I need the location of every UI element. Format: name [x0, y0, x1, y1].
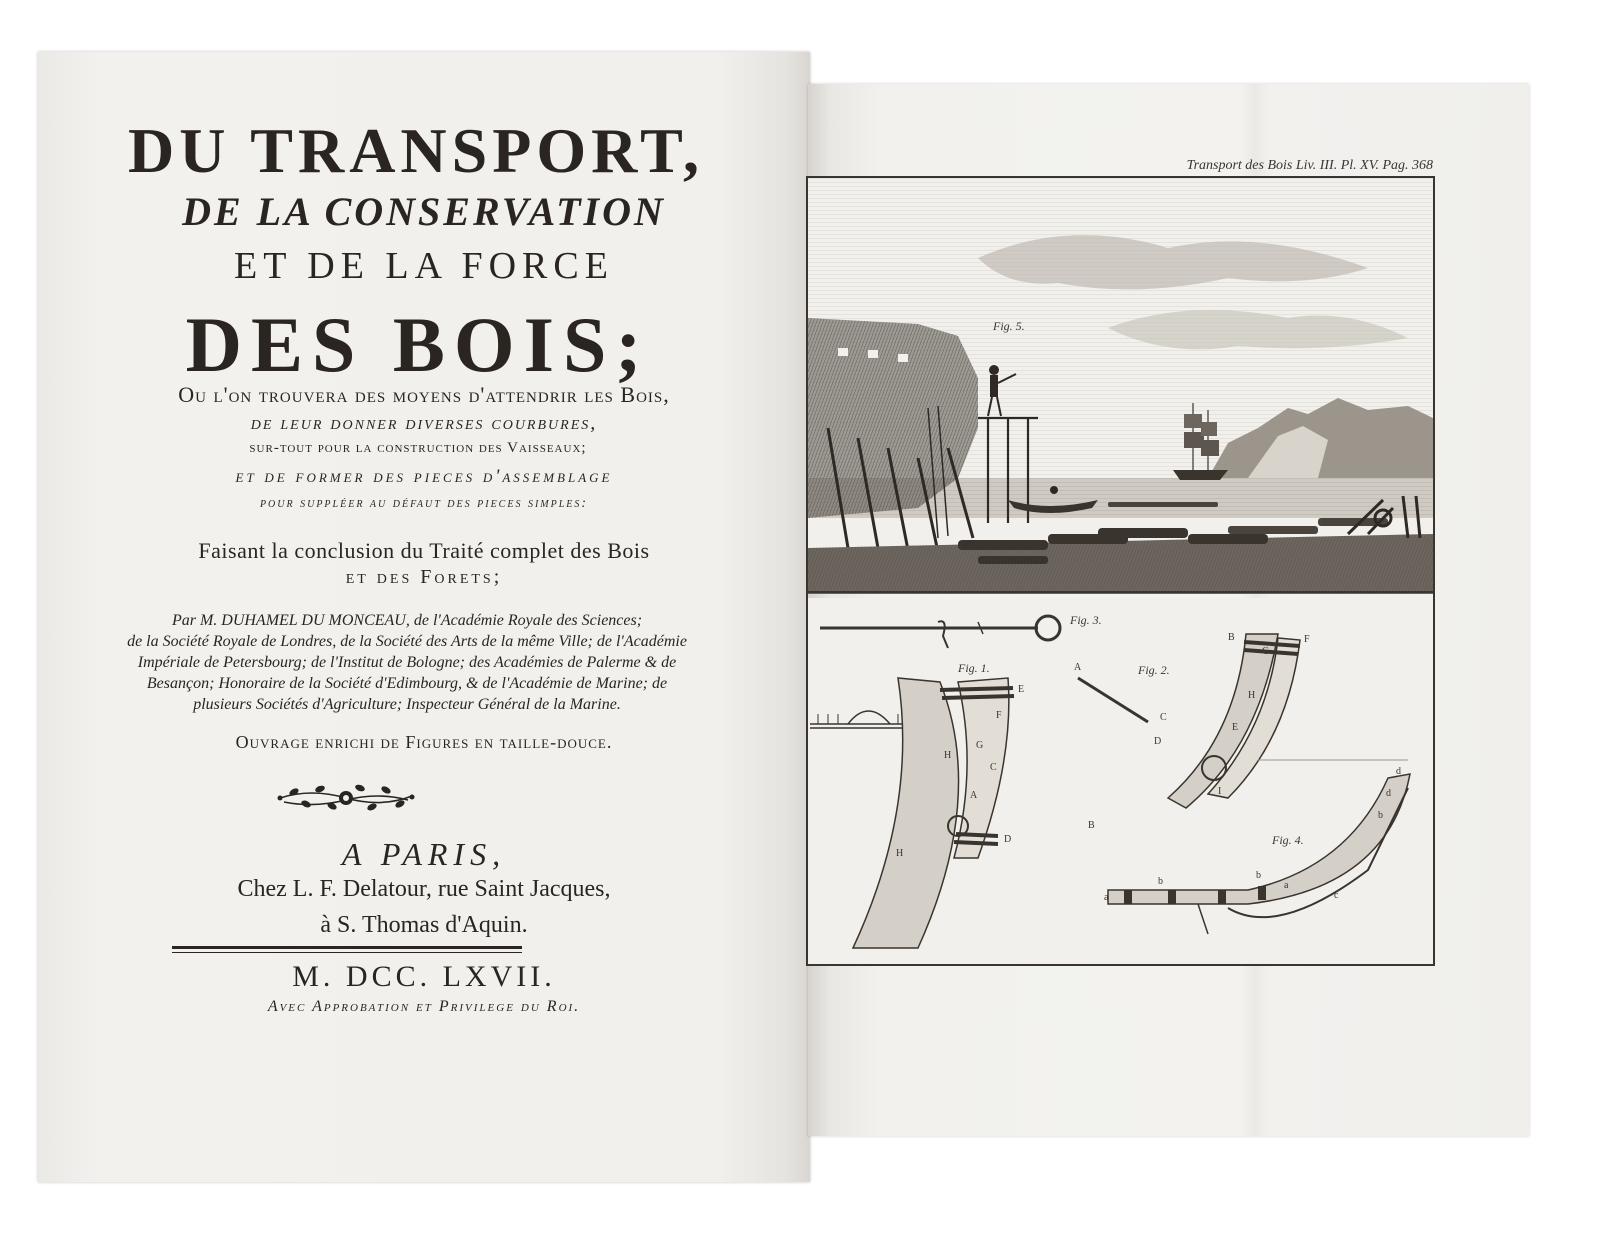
- fig-1-label: Fig. 1.: [958, 661, 990, 675]
- publication-year: M. DCC. LXVII.: [292, 960, 556, 993]
- plate-page: [808, 84, 1529, 1136]
- svg-text:A: A: [1074, 662, 1082, 673]
- svg-text:D: D: [1154, 736, 1162, 747]
- svg-text:F: F: [996, 710, 1002, 721]
- svg-text:d: d: [1386, 788, 1391, 799]
- fig-2-label: Fig. 2.: [1138, 663, 1170, 677]
- svg-text:G: G: [1262, 646, 1270, 657]
- svg-text:B: B: [1228, 632, 1235, 643]
- fig-4-label: Fig. 4.: [1272, 833, 1304, 847]
- imprint-city: A PARIS,: [341, 836, 507, 872]
- divider-thick: [172, 946, 522, 949]
- svg-text:E: E: [1232, 722, 1239, 733]
- credit-line: de la Société Royale de Londres, de la Société des Arts de la même Ville; de l'Académie: [127, 633, 687, 650]
- conclusion-line-2: et des Forets;: [345, 566, 503, 588]
- subtitle-line-5: pour suppléer au défaut des pieces simples:: [259, 496, 589, 511]
- svg-text:b: b: [1158, 876, 1163, 887]
- title-page: [38, 52, 810, 1182]
- plate-frame: [806, 176, 1435, 966]
- author-credits: [62, 610, 752, 715]
- plate-caption: Transport des Bois Liv. III. Pl. XV. Pag. 368: [1186, 158, 1433, 173]
- svg-text:a: a: [1104, 892, 1109, 903]
- divider-thin: [172, 952, 522, 953]
- credit-line: Par M. DUHAMEL DU MONCEAU, de l'Académie Royale des Sciences;: [171, 612, 643, 629]
- subtitle-line-4: et de former des pieces d'assemblage: [235, 466, 613, 487]
- subtitle-line-1: Ou l'on trouvera des moyens d'attendrir les Bois,: [178, 382, 670, 407]
- imprint-address: à S. Thomas d'Aquin.: [320, 912, 528, 938]
- svg-text:F: F: [1304, 634, 1310, 645]
- royal-privilege: Avec Approbation et Privilege du Roi.: [267, 998, 581, 1015]
- svg-text:E: E: [1018, 684, 1025, 695]
- imprint-publisher: Chez L. F. Delatour, rue Saint Jacques,: [237, 876, 611, 902]
- fig-3-label: Fig. 3.: [1070, 613, 1102, 627]
- credit-line: Besançon; Honoraire de la Société d'Edimbourg, & de l'Académie de Marine; de: [146, 675, 668, 692]
- fig-5-label: Fig. 5.: [993, 319, 1025, 333]
- illustrations-note: Ouvrage enrichi de Figures en taille-douce.: [235, 732, 613, 752]
- technical-diagrams: [808, 598, 1433, 964]
- subtitle-line-2: de leur donner diverses courbures,: [250, 412, 598, 434]
- svg-text:C: C: [1160, 712, 1167, 723]
- svg-text:A: A: [970, 790, 978, 801]
- title-line-1: DU TRANSPORT,: [128, 115, 704, 186]
- title-line-2: DE LA CONSERVATION: [182, 189, 666, 234]
- svg-text:I: I: [1218, 786, 1222, 797]
- svg-text:C: C: [990, 762, 997, 773]
- svg-text:H: H: [896, 848, 904, 859]
- svg-text:B: B: [1088, 820, 1095, 831]
- svg-text:H: H: [944, 750, 952, 761]
- svg-text:d: d: [1396, 766, 1401, 777]
- svg-text:b: b: [1256, 870, 1261, 881]
- svg-text:c: c: [1334, 890, 1339, 901]
- floral-ornament-icon: [276, 774, 416, 818]
- conclusion-line-1: Faisant la conclusion du Traité complet des Bois: [198, 538, 650, 563]
- subtitle-line-3: sur-tout pour la construction des Vaisseaux;: [249, 440, 587, 456]
- credit-line: plusieurs Sociétés d'Agriculture; Inspecteur Général de la Marine.: [193, 696, 621, 713]
- title-line-4: DES BOIS;: [185, 301, 651, 388]
- shipyard-engraving: [808, 178, 1433, 594]
- svg-text:G: G: [976, 740, 984, 751]
- credit-line: Impériale de Petersbourg; de l'Institut de Bologne; des Académies de Palerme & de: [137, 654, 677, 671]
- title-line-3: ET DE LA FORCE: [234, 245, 614, 287]
- svg-text:b: b: [1378, 810, 1383, 821]
- svg-text:D: D: [1004, 834, 1012, 845]
- svg-text:a: a: [1284, 880, 1289, 891]
- svg-text:H: H: [1248, 690, 1256, 701]
